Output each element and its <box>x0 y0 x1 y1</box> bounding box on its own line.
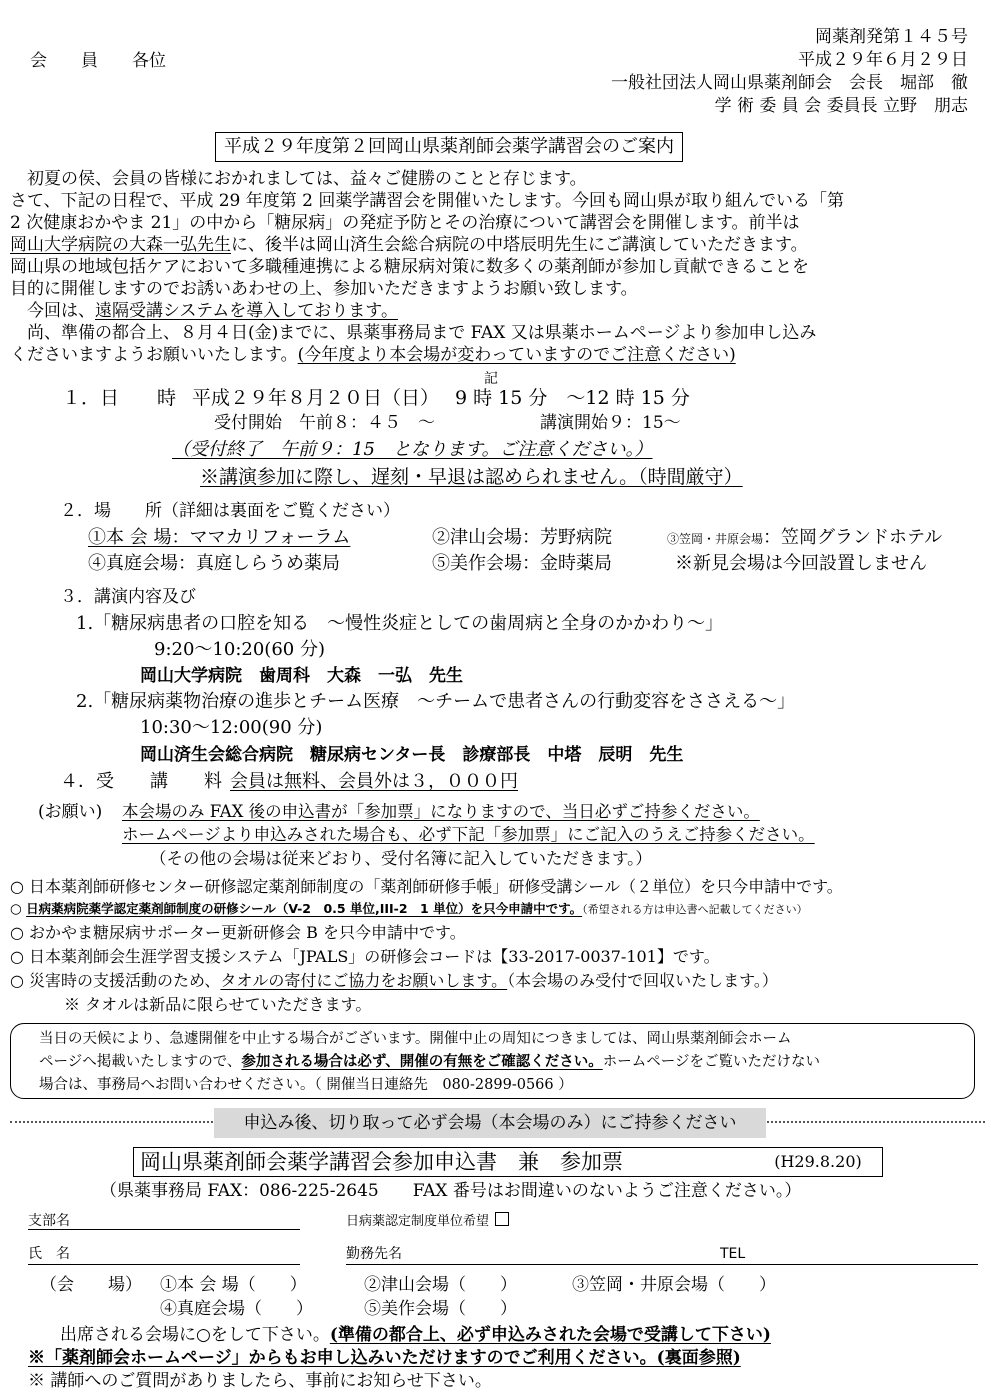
form-venue-main[interactable]: ①本 会 場（ ） <box>160 1275 307 1295</box>
form-venue-tsuyama[interactable]: ②津山会場（ ） <box>364 1275 517 1295</box>
circle-instruction: 出席される会場に○をして下さい。(準備の都合上、必ず申込みされた会場で受講して下さい) <box>60 1325 771 1345</box>
request-line-3: （その他の会場は従来どおり、受付名簿に記入していただきます。） <box>150 849 652 868</box>
cut-instruction: 申込み後、切り取って必ず会場（本会場のみ）にご持参ください <box>214 1108 766 1138</box>
addressee: 会 員 各位 <box>30 51 166 71</box>
venue-main: ①本 会 場：ママカリフォーラム <box>88 527 351 548</box>
credit-request: 日病薬認定制度単位希望 <box>346 1212 509 1231</box>
intro-line-4: 岡山大学病院の大森一弘先生に、後半は岡山済生会総合病院の中塔辰明先生にご講演していただきます。 <box>10 235 808 255</box>
doc-date: 平成２９年６月２９日 <box>798 50 968 70</box>
venue-tsuyama: ②津山会場：芳野病院 <box>432 527 612 548</box>
strict-time-note: ※講演参加に際し、遅刻・早退は認められません。（時間厳守） <box>200 466 743 488</box>
intro-line-3: 2 次健康おかやま 21」の中から「糖尿病」の発症予防とその治療について講習会を開催します。前半は <box>10 213 800 233</box>
fee-value: 会員は無料、会員外は３，０００円 <box>230 771 518 792</box>
request-line-2: ホームページより申込みされた場合も、必ず下記「参加票」にご記入のうえご持参ください。 <box>122 825 815 844</box>
lecture-1-title: 1.「糖尿病患者の口腔を知る ～慢性炎症としての歯周病と全身のかかわり～」 <box>76 613 724 634</box>
lecture-1-speaker: 岡山大学病院 歯周科 大森 一弘 先生 <box>140 666 463 686</box>
doc-number: 岡薬剤発第１４５号 <box>815 27 968 47</box>
venue-mimasaka: ⑤美作会場：金時薬局 <box>432 553 612 574</box>
fax-number: （県薬事務局 FAX：086-225-2645 FAX 番号はお間違いのないようご注意ください。） <box>100 1181 802 1201</box>
branch-field[interactable] <box>28 1229 300 1230</box>
credit-checkbox[interactable] <box>495 1212 509 1226</box>
venue-select-label: （会 場） <box>40 1275 142 1295</box>
lecture-2-title: 2.「糖尿病薬物治療の進歩とチーム医療 ～チームで患者さんの行動変容をささえる～」 <box>76 691 796 712</box>
sender-president: 一般社団法人岡山県薬剤師会 会長 堀部 徹 <box>611 73 968 93</box>
workplace-field[interactable] <box>346 1264 978 1265</box>
bullet-training-seal: ○ 日本薬剤師研修センター研修認定薬剤師制度の「薬剤師研修手帳」研修受講シール（２単位）を只今申請中です。 <box>10 877 843 896</box>
form-venue-kasaoka[interactable]: ③笠岡・井原会場（ ） <box>572 1275 776 1295</box>
sender-committee: 学 術 委 員 会 委員長 立野 朋志 <box>714 96 968 116</box>
lecture-start: 講演開始９：15～ <box>540 413 681 433</box>
content-label: ３．講演内容及び <box>60 587 196 607</box>
schedule-time: 9 時 15 分 ～12 時 15 分 <box>455 387 690 409</box>
bullet-towel: ○ 災害時の支援活動のため、タオルの寄付にご協力をお願いします。（本会場のみ受付で回収いたします。） <box>10 971 778 990</box>
bullet-hospital-seal: ○ 日病薬病院薬学認定薬剤師制度の研修シール（V-2 0.5 単位,III-2 1 単位）を只今申請中です。（希望される方は申込書へ記載してください） <box>10 901 808 917</box>
reception-end: （受付終了 午前９：15 となります。ご注意ください。） <box>172 439 653 460</box>
reception-start: 受付開始 午前８：４５ ～ <box>214 413 435 433</box>
workplace-label: 勤務先名 <box>346 1246 402 1262</box>
bullet-jpals: ○ 日本薬剤師会生涯学習支援システム「JPALS」の研修会コードは【33-2017-0037-101】です。 <box>10 947 720 966</box>
branch-label: 支部名 <box>28 1213 70 1229</box>
intro-line-9: くださいますようお願いいたします。(今年度より本会場が変わっていますのでご注意ください) <box>10 345 736 365</box>
name-label: 氏 名 <box>28 1246 70 1262</box>
intro-line-5: 岡山県の地域包括ケアにおいて多職種連携による糖尿病対策に数多くの薬剤師が参加し貢献できることを <box>10 257 809 277</box>
venue-kasaoka: ③笠岡・井原会場：笠岡グランドホテル <box>667 527 943 548</box>
venue-maniwa: ④真庭会場：真庭しらうめ薬局 <box>88 553 340 574</box>
request-label: (お願い) <box>38 802 103 822</box>
remote-system-note: 遠隔受講システムを導入しております。 <box>95 301 398 321</box>
name-field[interactable] <box>28 1264 300 1265</box>
lecture-2-time: 10:30～12:00(90 分) <box>140 717 323 738</box>
venue-change-note: (今年度より本会場が変わっていますのでご注意ください) <box>297 345 736 365</box>
form-date: (H29.8.20) <box>754 1147 883 1177</box>
notice-line-1: 当日の天候により、急遽開催を中止する場合がございます。開催中止の周知につきましては、岡山県薬剤師会ホーム <box>39 1031 792 1047</box>
intro-line-8: 尚、準備の都合上、８月４日(金)までに、県薬事務局まで FAX 又は県薬ホームページより参加申し込み <box>10 323 817 343</box>
notice-line-3: 場合は、事務局へお問い合わせください。（ 開催当日連絡先 080-2899-0566 ） <box>39 1077 573 1093</box>
lecture-2-speaker: 岡山済生会総合病院 糖尿病センター長 診療部長 中塔 辰明 先生 <box>140 745 684 765</box>
form-venue-mimasaka[interactable]: ⑤美作会場（ ） <box>364 1299 517 1319</box>
schedule-label: １．日 時 <box>62 387 177 409</box>
form-title: 岡山県薬剤師会薬学講習会参加申込書 兼 参加票 <box>133 1147 755 1177</box>
lecturer-1-highlight: 岡山大学病院の大森一弘先生 <box>10 235 231 255</box>
bullet-towel-note: ※ タオルは新品に限らせていただきます。 <box>64 995 372 1014</box>
intro-line-1: 初夏の侯、会員の皆様におかれましては、益々ご健勝のことと存じます。 <box>10 169 587 189</box>
intro-line-7: 今回は、遠隔受講システムを導入しております。 <box>10 301 398 321</box>
schedule-date: 平成２９年８月２０日（日） <box>192 387 440 409</box>
intro-line-2: さて、下記の日程で、平成 29 年度第 2 回薬学講習会を開催いたします。今回も岡山県が取り組んでいる「第 <box>10 191 845 211</box>
question-note: ※ 講師へのご質問がありましたら、事前にお知らせ下さい。 <box>28 1371 492 1391</box>
venue-label: ２．場 所（詳細は裏面をご覧ください） <box>60 501 400 521</box>
request-line-1: 本会場のみ FAX 後の申込書が「参加票」になりますので、当日必ずご持参ください。 <box>122 802 760 821</box>
fee-label: ４．受 講 料 <box>60 771 222 792</box>
form-venue-maniwa[interactable]: ④真庭会場（ ） <box>160 1299 313 1319</box>
page-title: 平成２９年度第２回岡山県薬剤師会薬学講習会のご案内 <box>215 132 683 162</box>
intro-line-6: 目的に開催しますのでお誘いあわせの上、参加いただきますようお願い致します。 <box>10 279 638 299</box>
venue-niimi-note: ※新見会場は今回設置しません <box>675 553 927 574</box>
notice-line-2: ページへ掲載いたしますので、参加される場合は必ず、開催の有無をご確認ください。ホームページをご覧いただけない <box>39 1053 820 1070</box>
bullet-diabetes-supporter: ○ おかやま糖尿病サポーター更新研修会 B を只今申請中です。 <box>10 923 466 942</box>
homepage-note: ※「薬剤師会ホームページ」からもお申し込みいただけますのでご利用ください。(裏面参照) <box>28 1348 741 1368</box>
ki-mark: 記 <box>484 371 498 387</box>
cancellation-notice <box>10 1023 975 1099</box>
tel-label: TEL <box>720 1246 746 1262</box>
lecture-1-time: 9:20～10:20(60 分) <box>154 639 325 660</box>
